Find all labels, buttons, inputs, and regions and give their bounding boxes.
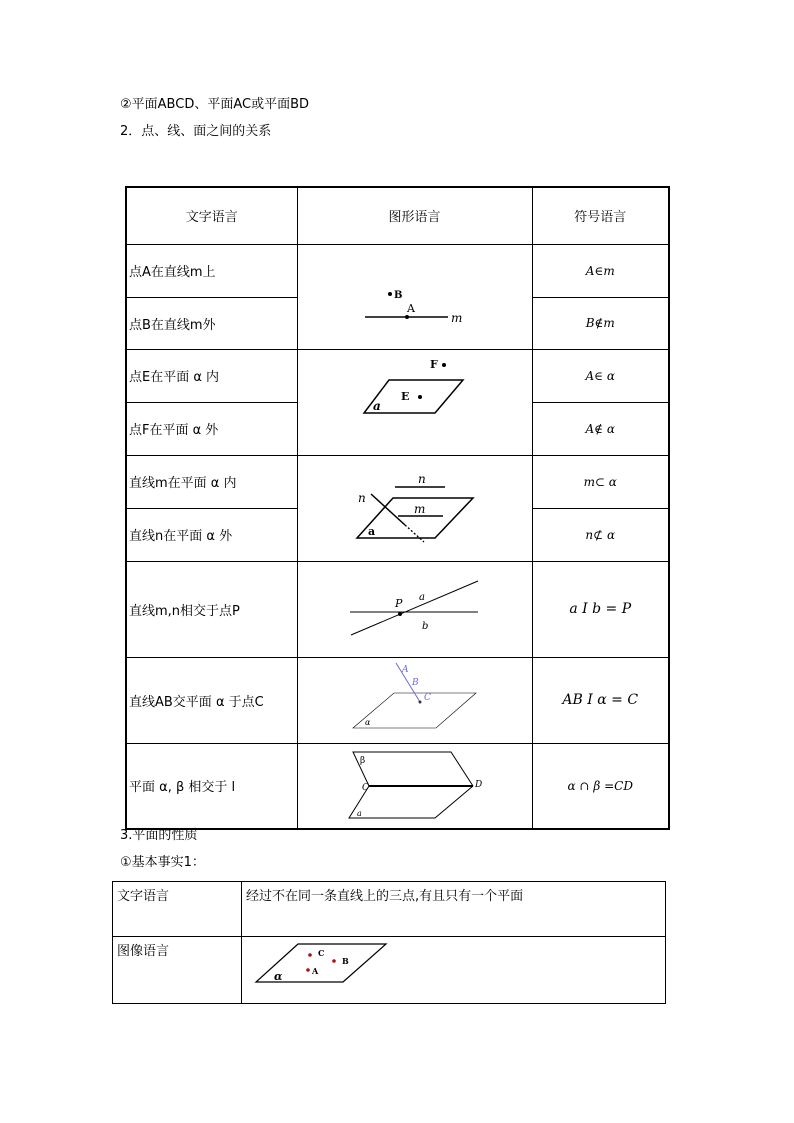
figure-two-planes	[297, 743, 532, 829]
label-alpha: α	[364, 717, 370, 727]
label-b: B	[342, 956, 349, 966]
option-line: ②平面ABCD、平面AC或平面BD	[120, 97, 309, 112]
table-row	[126, 561, 669, 657]
point-b	[388, 292, 392, 296]
figure-three-points-plane	[242, 937, 666, 1004]
section-heading-properties: 3.平面的性质	[120, 828, 198, 843]
label-m: m	[413, 501, 425, 516]
label-e: E	[400, 389, 409, 403]
row-text: 点B在直线m外	[126, 297, 297, 349]
label-d: D	[474, 779, 482, 790]
axiom-heading: ①基本事实1：	[120, 855, 205, 870]
figure-point-line	[297, 244, 532, 349]
label-p: P	[394, 596, 402, 610]
point-b	[332, 959, 336, 963]
label-beta: β	[359, 755, 365, 766]
line-plane-intersect-diagram	[298, 658, 533, 743]
label-n-left: n	[357, 490, 366, 505]
label-n-top: n	[417, 471, 426, 486]
relations-table	[125, 186, 670, 830]
label-alpha: a	[356, 808, 362, 818]
row-text: 直线m在平面 α 内	[126, 455, 297, 509]
row-content: 经过不在同一条直线上的三点,有且只有一个平面	[242, 882, 666, 937]
row-text: 直线AB交平面 α 于点C	[126, 657, 297, 743]
point-e	[418, 395, 422, 399]
row-text: 点E在平面 α 内	[126, 349, 297, 403]
row-symbol: A∈ α	[532, 349, 669, 403]
row-symbol: n⊄ α	[532, 509, 669, 562]
label-f: F	[429, 357, 438, 371]
label-a: a	[418, 591, 425, 603]
row-symbol: B∉m	[532, 297, 669, 349]
figure-intersecting-lines	[297, 561, 532, 657]
label-c: C	[423, 692, 431, 703]
plane-alpha	[353, 693, 476, 728]
row-text: 点F在平面 α 外	[126, 403, 297, 456]
header-symbol-language: 符号语言	[532, 187, 669, 244]
header-text-language: 文字语言	[126, 187, 297, 244]
table-row	[113, 937, 666, 1004]
row-symbol: A∈m	[532, 244, 669, 297]
label-alpha: α	[274, 970, 283, 983]
row-label: 图像语言	[113, 937, 242, 1004]
line-a	[351, 581, 478, 635]
row-label: 文字语言	[113, 882, 242, 937]
table-row	[126, 455, 669, 509]
line-n-hidden	[405, 525, 424, 542]
figure-line-plane-intersect	[297, 657, 532, 743]
figure-point-plane	[297, 349, 532, 455]
label-b: b	[421, 620, 428, 632]
label-a: A	[401, 664, 408, 675]
point-a	[306, 968, 310, 972]
table-row	[126, 743, 669, 829]
label-b: B	[393, 289, 402, 301]
point-line-diagram	[298, 245, 533, 349]
row-symbol: α ∩ β =CD	[532, 743, 669, 829]
point-c	[418, 700, 421, 703]
row-text: 直线n在平面 α 外	[126, 509, 297, 562]
row-symbol: A∉ α	[532, 403, 669, 456]
label-m: m	[450, 310, 462, 325]
point-f	[442, 363, 446, 367]
table-row	[126, 349, 669, 403]
table-row	[126, 657, 669, 743]
point-a	[405, 315, 409, 319]
label-b: B	[411, 677, 419, 688]
point-p	[398, 612, 402, 616]
section-heading-relations: 2．点、线、面之间的关系	[120, 124, 272, 139]
label-a: A	[406, 301, 415, 315]
row-text: 平面 α, β 相交于 l	[126, 743, 297, 829]
label-c: C	[361, 782, 369, 793]
row-symbol: a I b = P	[532, 561, 669, 657]
line-plane-diagram	[298, 456, 533, 561]
label-alpha: a	[372, 398, 381, 413]
row-text: 直线m,n相交于点P	[126, 561, 297, 657]
two-planes-diagram	[298, 744, 533, 828]
table-row	[113, 882, 666, 937]
header-figure-language: 图形语言	[297, 187, 532, 244]
row-symbol: m⊂ α	[532, 455, 669, 509]
plane-beta	[353, 752, 473, 786]
table-header-row	[126, 187, 669, 244]
label-a: A	[312, 966, 319, 976]
three-points-plane-diagram	[242, 937, 666, 999]
axiom-table	[112, 881, 666, 1004]
point-c	[308, 953, 312, 957]
row-symbol: AB I α = C	[532, 657, 669, 743]
intersecting-lines-diagram	[298, 562, 533, 657]
figure-line-plane	[297, 455, 532, 561]
label-alpha: a	[367, 524, 375, 538]
point-plane-diagram	[298, 350, 533, 455]
table-row	[126, 244, 669, 297]
row-text: 点A在直线m上	[126, 244, 297, 297]
label-c: C	[318, 948, 325, 958]
